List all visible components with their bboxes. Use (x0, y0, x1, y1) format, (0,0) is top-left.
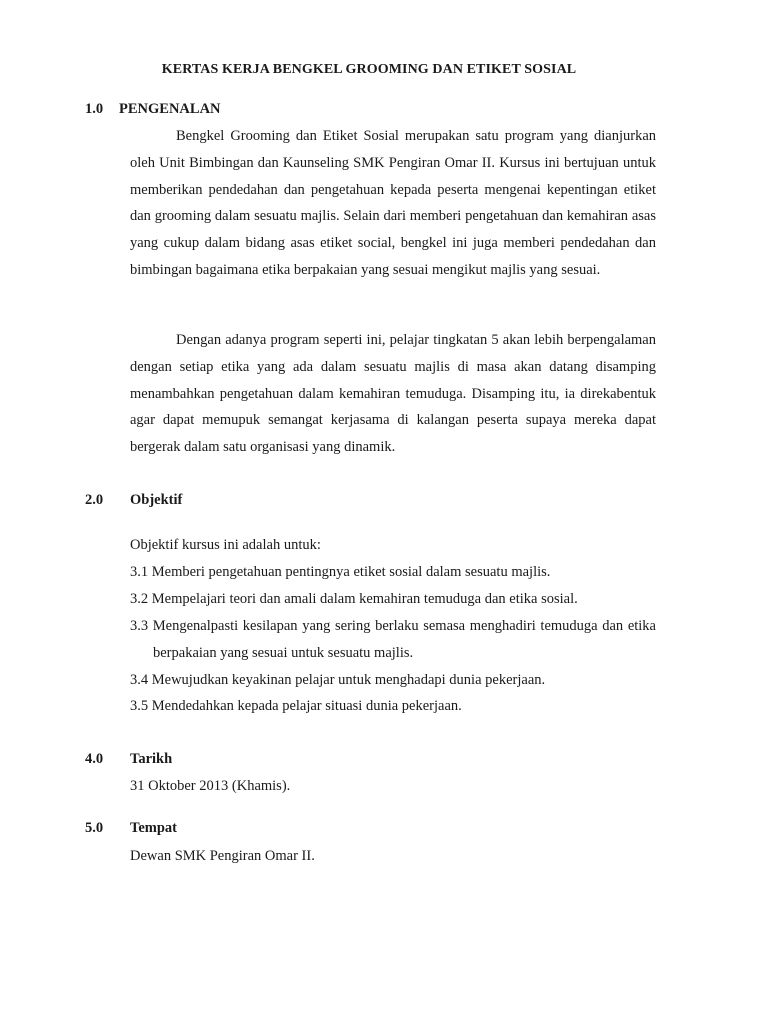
section-title: Tempat (130, 820, 177, 836)
objective-item (130, 667, 656, 694)
document-title: KERTAS KERJA BENGKEL GROOMING DAN ETIKET SOSIAL (161, 62, 577, 77)
section-title: Objektif (130, 492, 183, 508)
section-title: Tarikh (130, 751, 173, 767)
objective-text: Mempelajari teori dan amali dalam kemahiran temuduga dan etika sosial. (151, 591, 578, 607)
objective-number: 3.1 (130, 564, 149, 580)
paragraph-text: Dengan adanya program seperti ini, pelajar tingkatan 5 akan lebih berpengalaman dengan setiap etika yang ada dalam sesuatu majlis di masa akan datang disamping menambahkan pengetahuan dalam kemahiran temuduga. Disamping itu, ia direkabentuk agar dapat memupuk semangat kerjasama di kalangan peserta supaya mereka dapat bergerak dalam satu organisasi yang dinamik. (130, 332, 656, 456)
section-number: 5.0 (85, 820, 104, 836)
section-number: 2.0 (85, 492, 104, 508)
intro-paragraph-1 (130, 123, 656, 284)
objective-number: 3.3 (130, 618, 149, 634)
objective-number: 3.4 (130, 672, 149, 688)
objective-item (130, 559, 656, 586)
venue-value: Dewan SMK Pengiran Omar II. (130, 848, 315, 864)
objective-text: Mengenalpasti kesilapan yang sering berlaku semasa menghadiri temuduga dan etika berpakaian yang sesuai untuk sesuatu majlis. (152, 618, 656, 661)
section-1-heading (85, 101, 221, 118)
objective-number: 3.5 (130, 698, 149, 714)
objective-item (130, 586, 656, 613)
section-title: PENGENALAN (119, 101, 221, 117)
objective-text: Mendedahkan kepada pelajar situasi dunia pekerjaan. (151, 698, 462, 714)
section-2-heading (85, 492, 182, 509)
objective-item (130, 693, 656, 720)
section-number: 4.0 (85, 751, 104, 767)
intro-paragraph-2 (130, 327, 656, 461)
objective-text: Mewujudkan keyakinan pelajar untuk menghadapi dunia pekerjaan. (151, 672, 546, 688)
section-4-heading (85, 751, 172, 768)
paragraph-text: Bengkel Grooming dan Etiket Sosial merupakan satu program yang dianjurkan oleh Unit Bimbingan dan Kaunseling SMK Pengiran Omar II. Kursus ini bertujuan untuk memberikan pendedahan dan pengetahuan kepada peserta mengenai kepentingan etiket dan grooming dalam sesuatu majlis. Selain dari memberi pengetahuan dan kemahiran asas yang cukup dalam bidang asas etiket social, bengkel ini juga memberi pendedahan dan bimbingan bagaimana etika berpakaian yang sesuai mengikut majlis yang sesuai. (130, 128, 656, 278)
objective-text: Memberi pengetahuan pentingnya etiket sosial dalam sesuatu majlis. (151, 564, 551, 580)
section-5-heading (85, 820, 177, 837)
date-value: 31 Oktober 2013 (Khamis). (130, 778, 291, 794)
objectives-intro: Objektif kursus ini adalah untuk: (130, 537, 321, 553)
objective-number: 3.2 (130, 591, 149, 607)
objective-item (130, 613, 656, 667)
section-number: 1.0 (85, 101, 104, 117)
